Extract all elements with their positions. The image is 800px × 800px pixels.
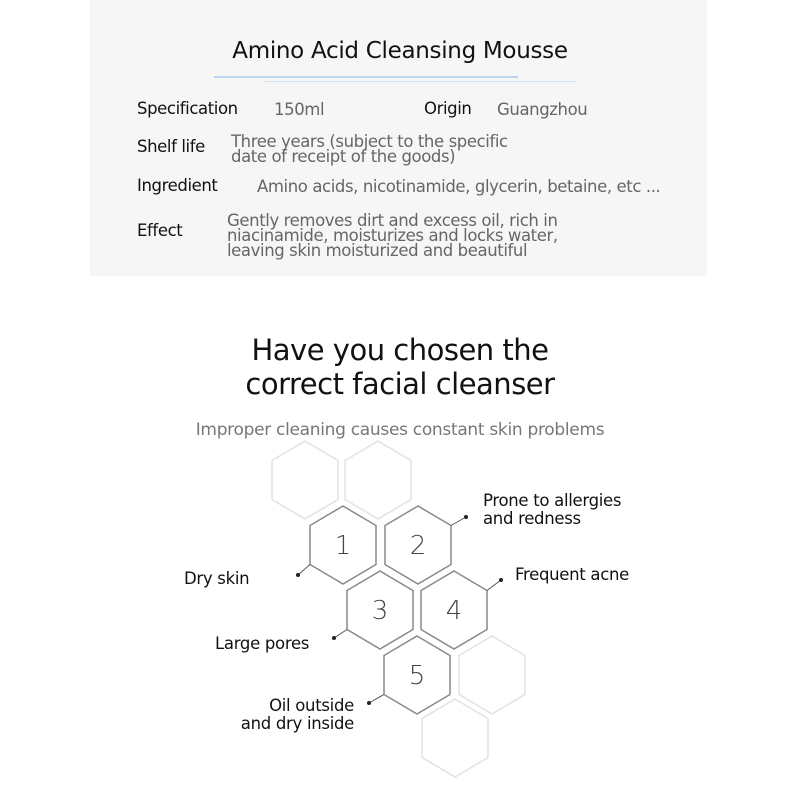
connector-dot <box>296 573 300 577</box>
connector-dot <box>367 701 371 705</box>
connector-line <box>298 565 310 576</box>
product-title: Amino Acid Cleansing Mousse <box>232 38 568 64</box>
shelf-life-line: Three years (subject to the specific <box>231 132 508 151</box>
connector-line <box>451 517 466 526</box>
hexagon-number-3: 3 <box>371 596 389 626</box>
label-line: and dry inside <box>240 714 354 733</box>
problem-label-4: Frequent acne <box>515 565 630 584</box>
effect-line: leaving skin moisturized and beautiful <box>227 241 528 260</box>
connector-line <box>334 630 347 639</box>
ingredient-label: Ingredient <box>137 176 218 195</box>
label-line: Oil outside <box>269 696 354 715</box>
problem-label-2 <box>483 492 621 528</box>
origin-label: Origin <box>424 99 472 118</box>
connector-dot <box>332 636 336 640</box>
faint-hexagon <box>272 441 338 519</box>
faint-hexagon <box>422 699 488 777</box>
heading-line: correct facial cleanser <box>245 367 555 401</box>
effect-line: niacinamide, moisturizes and locks water, <box>227 226 558 245</box>
connector-line <box>487 580 501 591</box>
spec-label: Specification <box>137 99 238 118</box>
problem-label-5 <box>222 697 354 733</box>
problem-label-3: Large pores <box>215 634 310 653</box>
hexagon-number-5: 5 <box>408 661 426 691</box>
connector-dot <box>499 578 503 582</box>
connector-dot <box>464 515 468 519</box>
effect-line: Gently removes dirt and excess oil, rich in <box>227 211 558 230</box>
hexagon-number-2: 2 <box>409 531 427 561</box>
hexagon-number-1: 1 <box>334 531 352 561</box>
spec-value: 150ml <box>274 100 325 119</box>
shelf-life-label: Shelf life <box>137 137 205 156</box>
origin-value: Guangzhou <box>497 100 588 119</box>
heading-line: Have you chosen the <box>251 333 549 367</box>
label-line: and redness <box>483 509 581 528</box>
ingredient-value: Amino acids, nicotinamide, glycerin, betaine, etc ... <box>257 177 661 196</box>
problem-label-1: Dry skin <box>184 569 250 588</box>
faint-hexagon <box>345 441 411 519</box>
label-line: Prone to allergies <box>483 491 622 510</box>
connector-line <box>369 695 384 704</box>
section-subtitle: Improper cleaning causes constant skin problems <box>195 420 605 440</box>
effect-label: Effect <box>137 221 183 240</box>
faint-hexagon <box>459 636 525 714</box>
hexagon-number-4: 4 <box>445 596 463 626</box>
shelf-life-line: date of receipt of the goods) <box>231 147 456 166</box>
